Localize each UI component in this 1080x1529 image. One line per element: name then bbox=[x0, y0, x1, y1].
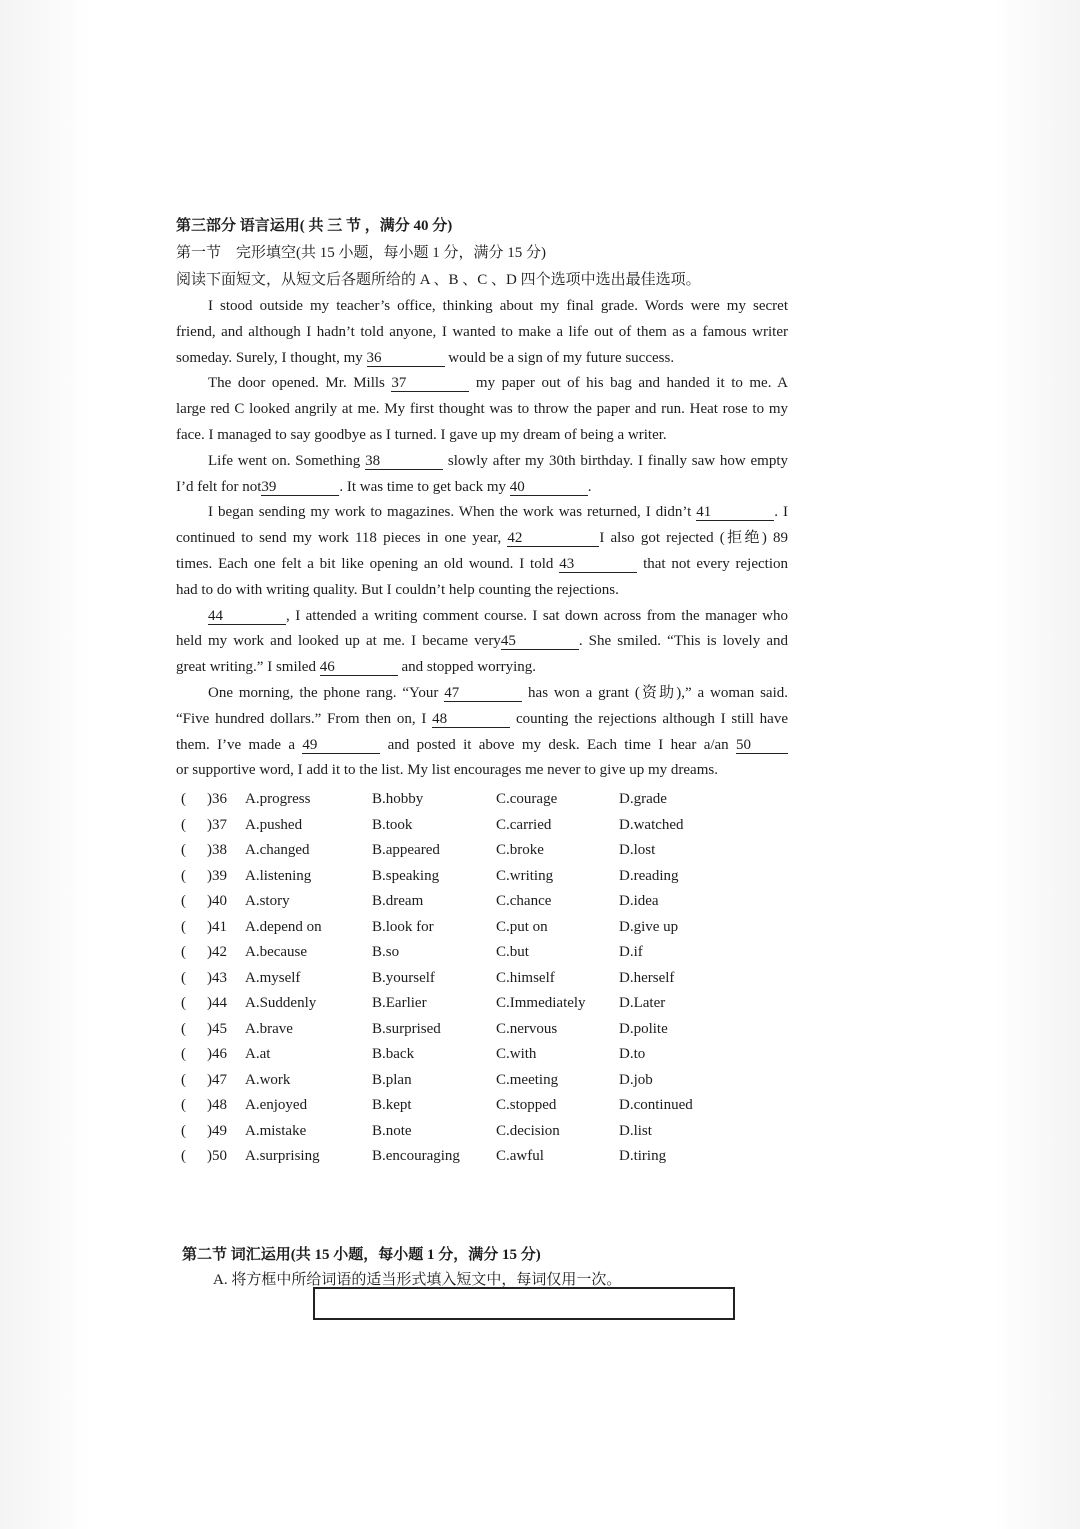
passage-text: them. I’ve made a bbox=[176, 736, 303, 753]
question-row bbox=[176, 1017, 736, 1043]
passage-line bbox=[176, 578, 788, 604]
option-b: B.Earlier bbox=[372, 995, 427, 1011]
blank-47: 47 bbox=[444, 685, 522, 702]
option-c: C.but bbox=[496, 944, 529, 960]
question-number: )50 bbox=[207, 1148, 227, 1164]
passage-text: great writing.” I smiled bbox=[176, 659, 320, 676]
passage-paragraph bbox=[176, 500, 788, 603]
blank-45: 45 bbox=[501, 633, 579, 650]
question-number: )40 bbox=[207, 893, 227, 909]
blank-43: 43 bbox=[559, 556, 637, 573]
option-d: D.reading bbox=[619, 867, 679, 884]
passage-text: counting the rejections although I still have bbox=[510, 710, 788, 727]
option-b: B.note bbox=[372, 1122, 412, 1139]
blank-37: 37 bbox=[391, 375, 469, 392]
answer-bracket: ( bbox=[181, 867, 186, 884]
passage-text: I also got rejected (拒绝) 89 bbox=[599, 530, 789, 547]
passage-text: continued to send my work 118 pieces in one year, bbox=[176, 530, 508, 547]
option-a: A.enjoyed bbox=[245, 1097, 308, 1113]
option-c: C.awful bbox=[496, 1148, 544, 1164]
passage-text: slowly after my 30th birthday. I finally saw how empty bbox=[443, 452, 788, 469]
option-b: B.took bbox=[372, 816, 413, 833]
option-d: D.job bbox=[619, 1071, 653, 1088]
passage-text: has won a grant (资助),” a woman said. bbox=[522, 684, 788, 701]
option-b: B.encouraging bbox=[372, 1148, 460, 1164]
question-row bbox=[176, 915, 736, 941]
option-d: D.Later bbox=[619, 995, 666, 1011]
option-c: C.stopped bbox=[496, 1097, 557, 1113]
option-c: C.courage bbox=[496, 791, 558, 807]
option-d: D.continued bbox=[619, 1097, 693, 1113]
blank-39: 39 bbox=[261, 479, 339, 496]
question-row bbox=[176, 787, 736, 813]
question-number: )37 bbox=[207, 816, 227, 833]
option-c: C.writing bbox=[496, 867, 554, 884]
answer-bracket: ( bbox=[181, 1097, 186, 1113]
option-b: B.appeared bbox=[372, 842, 440, 858]
option-c: C.carried bbox=[496, 816, 552, 833]
question-row bbox=[176, 1093, 736, 1119]
passage-line bbox=[176, 604, 788, 630]
passage-text: One morning, the phone rang. “Your bbox=[208, 684, 445, 701]
passage-text: held my work and looked up at me. I became very bbox=[176, 633, 501, 650]
question-number: )47 bbox=[207, 1071, 227, 1088]
option-c: C.himself bbox=[496, 969, 555, 986]
option-a: A.depend on bbox=[245, 918, 322, 935]
option-d: D.polite bbox=[619, 1020, 668, 1037]
passage-text: The door opened. Mr. Mills bbox=[208, 375, 392, 392]
option-d: D.to bbox=[619, 1046, 646, 1062]
question-number: )49 bbox=[207, 1122, 227, 1139]
question-row bbox=[176, 889, 736, 915]
question-number: )46 bbox=[207, 1046, 227, 1062]
passage-line bbox=[176, 526, 788, 552]
option-d: D.watched bbox=[619, 816, 684, 833]
answer-bracket: ( bbox=[181, 995, 186, 1011]
passage-text: . I bbox=[774, 504, 788, 521]
passage-text: “Five hundred dollars.” From then on, I bbox=[176, 710, 433, 727]
blank-48: 48 bbox=[432, 711, 510, 728]
passage-text: I’d felt for not bbox=[176, 478, 262, 495]
option-d: D.list bbox=[619, 1122, 652, 1139]
question-row bbox=[176, 1119, 736, 1145]
passage-text: friend, and although I hadn’t told anyone, I wanted to make a life out of them as a famous writer bbox=[176, 323, 788, 340]
option-b: B.so bbox=[372, 944, 400, 960]
scan-edge-left bbox=[0, 0, 90, 1529]
question-number: )41 bbox=[207, 918, 227, 935]
answer-bracket: ( bbox=[181, 1020, 186, 1037]
option-c: C.with bbox=[496, 1046, 537, 1062]
passage-line bbox=[176, 758, 788, 784]
blank-36: 36 bbox=[367, 350, 445, 367]
question-options-list bbox=[176, 787, 736, 1170]
answer-bracket: ( bbox=[181, 1148, 186, 1164]
option-c: C.chance bbox=[496, 893, 552, 909]
cloze-passage bbox=[176, 294, 788, 784]
passage-line bbox=[176, 449, 788, 475]
passage-line bbox=[176, 371, 788, 397]
option-c: C.nervous bbox=[496, 1020, 558, 1037]
option-a: A.Suddenly bbox=[245, 995, 317, 1011]
option-a: A.brave bbox=[245, 1020, 293, 1037]
passage-text: and stopped worrying. bbox=[397, 659, 537, 676]
answer-bracket: ( bbox=[181, 791, 186, 807]
answer-bracket: ( bbox=[181, 842, 186, 858]
passage-line bbox=[176, 294, 788, 320]
question-number: )38 bbox=[207, 842, 227, 858]
question-row bbox=[176, 1068, 736, 1094]
scan-edge-right bbox=[995, 0, 1080, 1529]
option-a: A.listening bbox=[245, 867, 312, 884]
passage-text: would be a sign of my future success. bbox=[444, 349, 675, 366]
passage-text: someday. Surely, I thought, my bbox=[176, 349, 367, 366]
passage-text: , I attended a writing comment course. I sat down across from the manager who bbox=[286, 607, 788, 624]
passage-text: that not every rejection bbox=[637, 555, 788, 572]
passage-text: my paper out of his bag and handed it to me. A bbox=[469, 375, 788, 392]
option-a: A.surprising bbox=[245, 1148, 320, 1164]
option-c: C.put on bbox=[496, 918, 548, 935]
option-d: D.herself bbox=[619, 969, 675, 986]
passage-text: I stood outside my teacher’s office, thinking about my final grade. Words were my secret bbox=[208, 298, 788, 314]
option-b: B.dream bbox=[372, 893, 424, 909]
answer-bracket: ( bbox=[181, 918, 186, 935]
option-b: B.speaking bbox=[372, 867, 440, 884]
question-row bbox=[176, 966, 736, 992]
blank-38: 38 bbox=[365, 453, 443, 470]
option-a: A.progress bbox=[245, 791, 311, 807]
section-2-title: 第二节 词汇运用(共 15 小题，每小题 1 分，满分 15 分) bbox=[182, 1247, 541, 1263]
option-d: D.grade bbox=[619, 791, 667, 807]
passage-text: times. Each one felt a bit like opening an old wound. I told bbox=[176, 555, 560, 572]
option-d: D.idea bbox=[619, 893, 659, 909]
passage-line bbox=[176, 707, 788, 733]
blank-42: 42 bbox=[507, 530, 599, 547]
option-b: B.hobby bbox=[372, 791, 424, 807]
option-b: B.kept bbox=[372, 1097, 412, 1113]
option-a: A.work bbox=[245, 1071, 291, 1088]
passage-paragraph bbox=[176, 449, 788, 501]
question-number: )44 bbox=[207, 995, 227, 1011]
option-d: D.if bbox=[619, 944, 643, 960]
passage-text: Life went on. Something bbox=[208, 452, 366, 469]
question-row bbox=[176, 1144, 736, 1170]
passage-line bbox=[176, 681, 788, 707]
option-a: A.because bbox=[245, 944, 308, 960]
option-b: B.look for bbox=[372, 918, 434, 935]
passage-text: or supportive word, I add it to the list. My list encourages me never to give up my dreams. bbox=[176, 762, 718, 779]
passage-line bbox=[176, 475, 788, 501]
question-number: )43 bbox=[207, 969, 227, 986]
passage-text: . bbox=[587, 478, 592, 495]
passage-line bbox=[176, 552, 788, 578]
part-title: 第三部分 语言运用( 共 三 节 ，满分 40 分) bbox=[176, 218, 453, 234]
section-1-instructions: 阅读下面短文，从短文后各题所给的 A 、B 、C 、D 四个选项中选出最佳选项。 bbox=[176, 272, 701, 288]
blank-40: 40 bbox=[510, 479, 588, 496]
answer-bracket: ( bbox=[181, 1071, 186, 1088]
passage-line bbox=[176, 423, 788, 449]
question-row bbox=[176, 864, 736, 890]
question-number: )36 bbox=[207, 791, 227, 807]
passage-line bbox=[176, 346, 788, 372]
option-a: A.changed bbox=[245, 842, 310, 858]
option-c: C.broke bbox=[496, 842, 544, 858]
passage-paragraph bbox=[176, 294, 788, 371]
question-number: )48 bbox=[207, 1097, 227, 1113]
option-a: A.myself bbox=[245, 969, 301, 986]
passage-text: had to do with writing quality. But I couldn’t help counting the rejections. bbox=[176, 581, 619, 598]
passage-text: I began sending my work to magazines. When the work was returned, I didn’t bbox=[208, 504, 697, 521]
word-box bbox=[313, 1287, 735, 1320]
passage-line bbox=[176, 733, 788, 759]
question-row bbox=[176, 991, 736, 1017]
blank-50: 50 bbox=[736, 737, 788, 754]
answer-bracket: ( bbox=[181, 893, 186, 909]
option-b: B.plan bbox=[372, 1071, 412, 1088]
passage-text: and posted it above my desk. Each time I hear a/an bbox=[380, 736, 737, 753]
question-row bbox=[176, 838, 736, 864]
question-number: )42 bbox=[207, 944, 227, 960]
option-b: B.back bbox=[372, 1046, 415, 1062]
passage-paragraph bbox=[176, 604, 788, 681]
option-a: A.at bbox=[245, 1046, 271, 1062]
passage-paragraph bbox=[176, 371, 788, 448]
answer-bracket: ( bbox=[181, 816, 186, 833]
blank-46: 46 bbox=[320, 659, 398, 676]
passage-text: . She smiled. “This is lovely and bbox=[578, 633, 788, 650]
section-1-title: 第一节 完形填空(共 15 小题，每小题 1 分，满分 15 分) bbox=[176, 245, 546, 261]
passage-line bbox=[176, 500, 788, 526]
option-c: C.decision bbox=[496, 1122, 560, 1139]
question-number: )39 bbox=[207, 867, 227, 884]
option-a: A.mistake bbox=[245, 1122, 307, 1139]
passage-line bbox=[176, 320, 788, 346]
answer-bracket: ( bbox=[181, 1046, 186, 1062]
option-b: B.surprised bbox=[372, 1020, 441, 1037]
section-2-instructions: A. 将方框中所给词语的适当形式填入短文中，每词仅用一次。 bbox=[213, 1272, 622, 1288]
question-number: )45 bbox=[207, 1020, 227, 1037]
passage-text: large red C looked angrily at me. My first thought was to throw the paper and run. Heat rose to my bbox=[176, 401, 788, 418]
option-c: C.Immediately bbox=[496, 995, 586, 1011]
passage-line bbox=[176, 397, 788, 423]
option-d: D.tiring bbox=[619, 1148, 667, 1164]
passage-paragraph bbox=[176, 681, 788, 784]
passage-line bbox=[176, 629, 788, 655]
passage-line bbox=[176, 655, 788, 681]
option-d: D.give up bbox=[619, 918, 679, 935]
option-d: D.lost bbox=[619, 842, 656, 858]
option-c: C.meeting bbox=[496, 1071, 559, 1088]
option-a: A.story bbox=[245, 893, 290, 909]
blank-41: 41 bbox=[696, 504, 774, 521]
passage-text: face. I managed to say goodbye as I turned. I gave up my dream of being a writer. bbox=[176, 426, 667, 443]
question-row bbox=[176, 940, 736, 966]
answer-bracket: ( bbox=[181, 1122, 186, 1139]
blank-44: 44 bbox=[208, 608, 286, 625]
question-row bbox=[176, 813, 736, 839]
blank-49: 49 bbox=[302, 737, 380, 754]
option-b: B.yourself bbox=[372, 969, 435, 986]
question-row bbox=[176, 1042, 736, 1068]
answer-bracket: ( bbox=[181, 944, 186, 960]
option-a: A.pushed bbox=[245, 816, 303, 833]
passage-text: . It was time to get back my bbox=[339, 478, 510, 495]
answer-bracket: ( bbox=[181, 969, 186, 986]
